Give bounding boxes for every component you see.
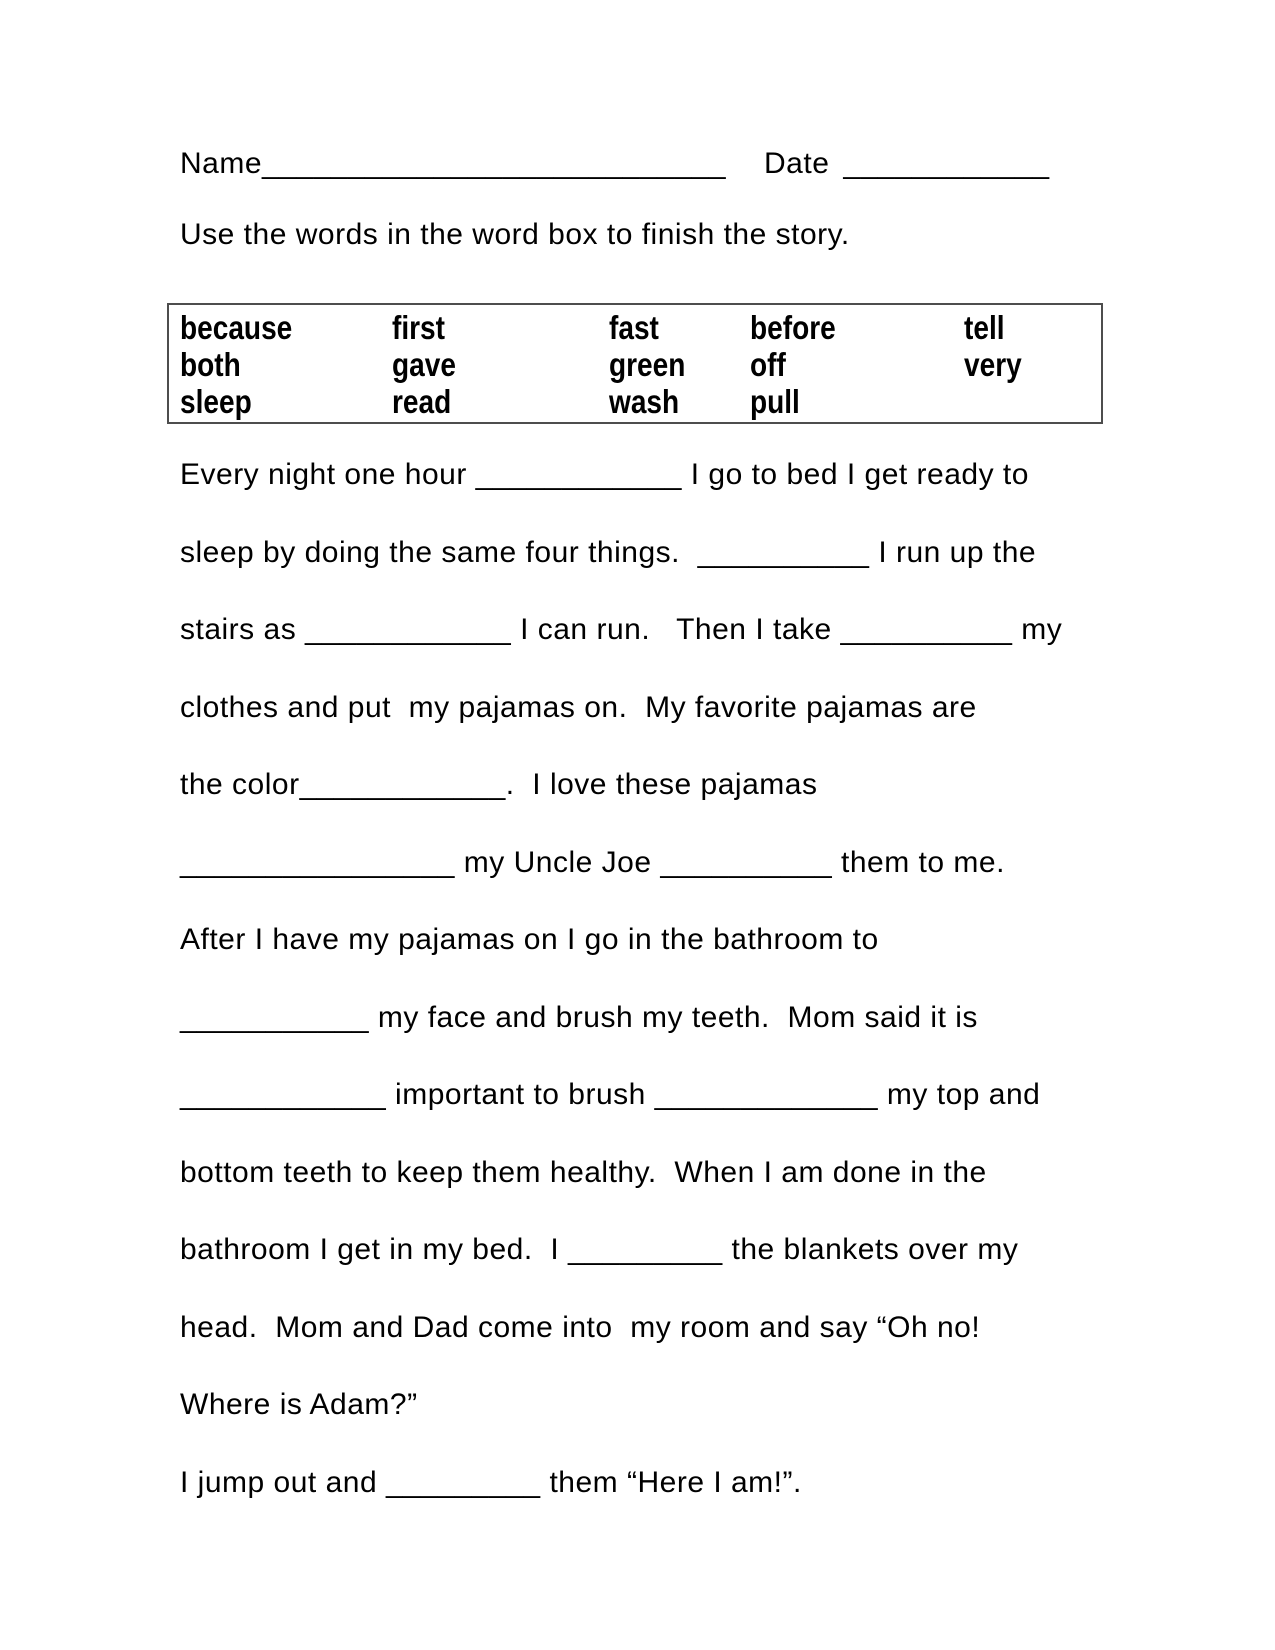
story-line: After I have my pajamas on I go in the bathroom to [180, 923, 879, 956]
story-line: the color____________. I love these pajamas [180, 768, 818, 801]
story-line: stairs as ____________ I can run. Then I take __________ my [180, 613, 1063, 646]
date-field [764, 146, 1050, 181]
word-box-empty-cell [964, 383, 1080, 420]
date-label: Date [764, 147, 830, 180]
story-line: ________________ my Uncle Joe __________ them to me. [180, 845, 1005, 879]
word-box-word: both [180, 346, 241, 383]
word-box-word: wash [609, 383, 680, 420]
word-box-word: green [609, 346, 686, 383]
story-line: clothes and put my pajamas on. My favorite pajamas are [180, 690, 977, 724]
story-line: ____________ important to brush _____________ my top and [180, 1078, 1041, 1111]
word-box-word: tell [964, 309, 1005, 346]
word-box-word: pull [750, 383, 800, 420]
name-blank: ___________________________ [262, 147, 727, 180]
story-line: Where is Adam?” [180, 1388, 418, 1421]
word-box-word: fast [609, 309, 659, 346]
word-box-word: sleep [180, 383, 252, 420]
word-box-word: off [750, 346, 786, 383]
story-line: Every night one hour ____________ I go to bed I get ready to [180, 458, 1029, 491]
story-line: head. Mom and Dad come into my room and say “Oh no! [180, 1310, 981, 1344]
story-line: bottom teeth to keep them healthy. When I am done in the [180, 1155, 987, 1189]
header-line [180, 146, 1195, 181]
story-line: ___________ my face and brush my teeth. Mom said it is [180, 1000, 978, 1034]
word-box-word: before [750, 309, 836, 346]
word-box-word: very [964, 346, 1022, 383]
name-field [180, 146, 726, 181]
name-label: Name [180, 147, 263, 180]
story-line: I jump out and _________ them “Here I am!”. [180, 1465, 802, 1499]
story-line: sleep by doing the same four things. __________ I run up the [180, 535, 1037, 569]
word-box-word: read [392, 383, 452, 420]
word-box-word: because [180, 309, 293, 346]
story-line: bathroom I get in my bed. I _________ the blankets over my [180, 1233, 1019, 1266]
story [180, 436, 1195, 1521]
instructions-text: Use the words in the word box to finish the story. [180, 218, 850, 251]
word-box-word: first [392, 309, 445, 346]
word-box [167, 303, 1103, 424]
date-blank: ____________ [843, 147, 1050, 180]
word-box-word: gave [392, 346, 456, 383]
